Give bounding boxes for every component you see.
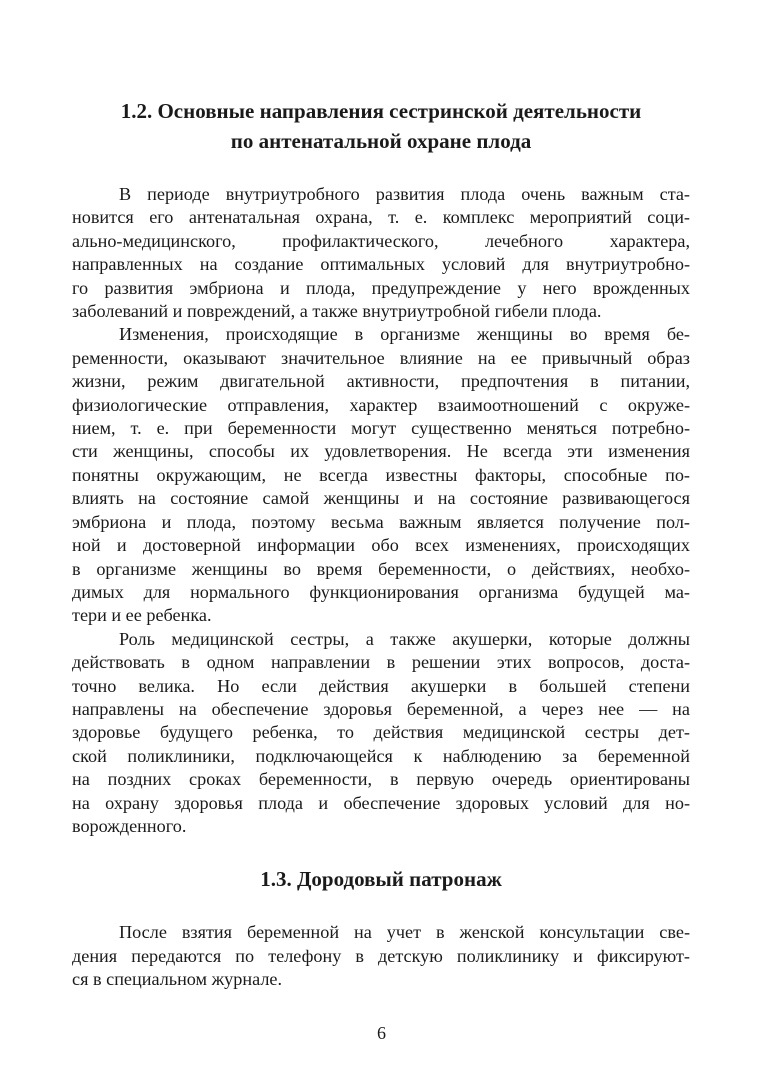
text-line: в организме женщины во время беременности, о действиях, необхо-: [72, 558, 690, 579]
text-line: направлены на обеспечение здоровья беременной, а через нее — на: [72, 698, 690, 719]
text-line: ся в специальном журнале.: [72, 969, 283, 990]
text-line: направленных на создание оптимальных условий для внутриутробно-: [72, 254, 690, 275]
text-line: ной и достоверной информации обо всех изменениях, происходящих: [72, 535, 690, 556]
text-line: После взятия беременной на учет в женской консультации све-: [119, 922, 690, 943]
document-page: [72, 96, 690, 992]
section-1-2: [72, 96, 690, 838]
text-line: на охрану здоровья плода и обеспечение здоровых условий для но-: [72, 792, 690, 813]
heading-line: 1.2. Основные направления сестринской деятельности: [120, 99, 642, 123]
text-line: влиять на состояние самой женщины и на состояние развивающегося: [72, 488, 690, 509]
text-line: го развития эмбриона и плода, предупреждение у него врожденных: [72, 277, 690, 298]
text-line: здоровье будущего ребенка, то действия медицинской сестры дет-: [72, 722, 690, 743]
text-line: Изменения, происходящие в организме женщины во время бе-: [119, 324, 690, 345]
text-line: понятны окружающим, не всегда известны факторы, способные по-: [72, 464, 690, 485]
paragraph: [72, 323, 690, 627]
text-line: физиологические отправления, характер взаимоотношений с окруже-: [72, 394, 690, 415]
page-number: 6: [377, 1023, 386, 1043]
section-1-2-body: [72, 183, 690, 838]
text-line: эмбриона и плода, поэтому весьма важным является получение пол-: [72, 511, 690, 532]
section-1-3: [72, 864, 690, 991]
text-line: димых для нормального функционирования организма будущей ма-: [72, 581, 690, 602]
text-line: новится его антенатальная охрана, т. е. комплекс мероприятий соци-: [72, 207, 690, 228]
text-line: ворожденного.: [72, 815, 187, 836]
text-line: ременности, оказывают значительное влияние на ее привычный образ: [72, 347, 690, 368]
text-line: нием, т. е. при беременности могут существенно меняться потребно-: [72, 418, 690, 439]
text-line: дения передаются по телефону в детскую поликлинику и фиксируют-: [72, 945, 690, 966]
text-line: на поздних сроках беременности, в первую очередь ориентированы: [72, 769, 690, 790]
text-line: ской поликлиники, подключающейся к наблюдению за беременной: [72, 745, 690, 766]
paragraph: [72, 921, 690, 991]
text-line: действовать в одном направлении в решении этих вопросов, доста-: [72, 652, 690, 673]
text-line: ально-медицинского, профилактического, лечебного характера,: [72, 230, 690, 251]
text-line: жизни, режим двигательной активности, предпочтения в питании,: [72, 371, 690, 392]
section-1-3-heading: [72, 864, 690, 894]
text-line: заболеваний и повреждений, а также внутриутробной гибели плода.: [72, 301, 602, 322]
text-line: точно велика. Но если действия акушерки в большей степени: [72, 675, 690, 696]
section-1-3-body: [72, 921, 690, 991]
heading-line: по антенатальной охране плода: [230, 129, 532, 153]
paragraph: [72, 183, 690, 323]
section-1-2-heading: [72, 96, 690, 156]
text-line: Роль медицинской сестры, а также акушерки, которые должны: [119, 628, 690, 649]
paragraph: [72, 628, 690, 839]
heading-line: 1.3. Дородовый патронаж: [260, 867, 502, 892]
text-line: тери и ее ребенка.: [72, 605, 212, 626]
text-line: В периоде внутриутробного развития плода очень важным ста-: [119, 184, 690, 204]
text-line: сти женщины, способы их удовлетворения. Не всегда эти изменения: [72, 441, 690, 462]
